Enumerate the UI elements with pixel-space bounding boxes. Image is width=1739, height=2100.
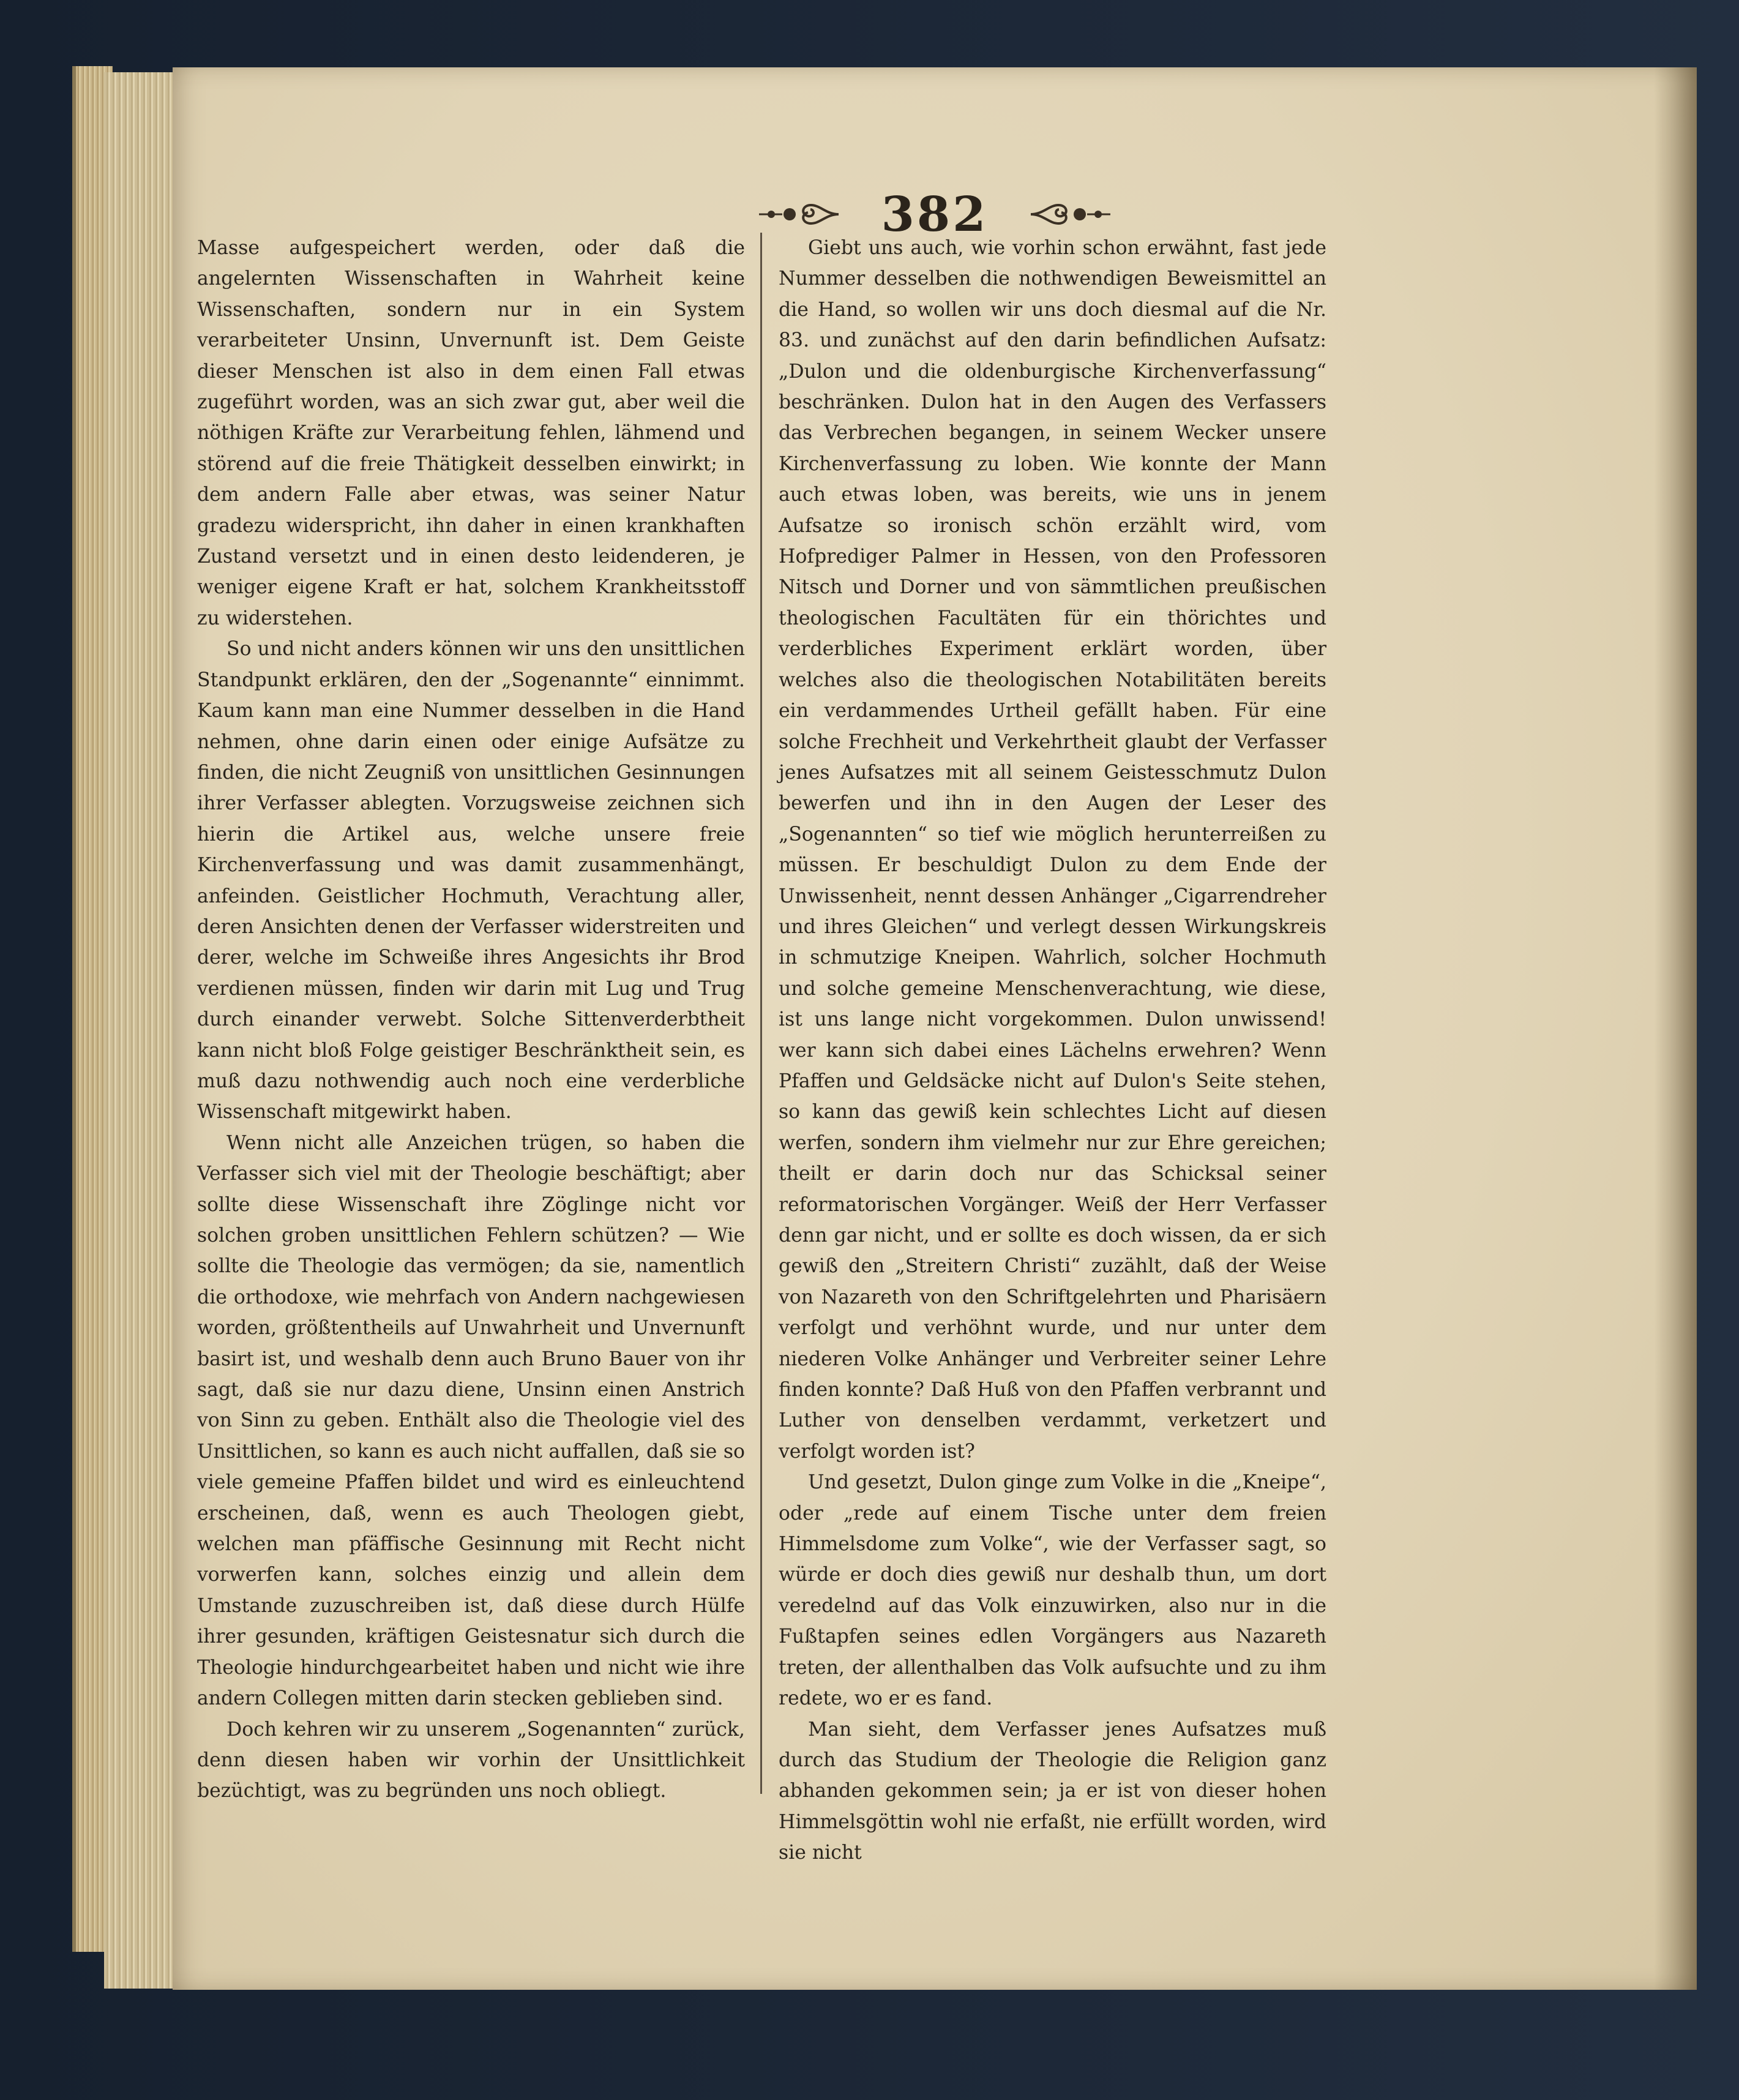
right-column [779, 233, 1326, 1869]
paragraph: Und gesetzt, Dulon ginge zum Volke in die „Kneipe“, oder „rede auf einem Tische unter dem freien Himmelsdome zum Volke“, wie der Verfasser sagt, so würde er doch dies gewiß nur deshalb thun, um dort veredelnd auf das Volk einzuwirken, also nur in die Fußtapfen seines edlen Vorgängers aus Nazareth treten, der allenthalben das Volk aufsuchte und zu ihm redete, wo er es fand. [779, 1471, 1326, 1710]
paragraph: Doch kehren wir zu unserem „Sogenannten“ zurück, denn diesen haben wir vorhin der Unsittlichkeit bezüchtigt, was zu begründen uns noch obliegt. [197, 1718, 745, 1802]
paragraph: Giebt uns auch, wie vorhin schon erwähnt, fast jede Nummer desselben die nothwendigen Beweismittel an die Hand, so wollen wir uns doch diesmal auf die Nr. 83. und zunächst auf den darin befindlichen Aufsatz: „Dulon und die oldenburgische Kirchenverfassung“ beschränken. Dulon hat in den Augen des Verfassers das Verbrechen begangen, in seinem Wecker unsere Kirchenverfassung zu loben. Wie konnte der Mann auch etwas loben, was bereits, wie uns in jenem Aufsatze so ironisch schön erzählt wird, vom Hofprediger Palmer in Hessen, von den Professoren Nitsch und Dorner und von sämmtlichen preußischen theologischen Facultäten für ein thörichtes und verderbliches Experiment erklärt worden, über welches also die theologischen Notabilitäten bereits ein verdammendes Urtheil gefällt haben. Für eine solche Frechheit und Verkehrtheit glaubt der Verfasser jenes Aufsatzes mit all seinem Geistesschmutz Dulon bewerfen und ihn in den Augen der Leser des „Sogenannten“ so tief wie möglich herunterreißen zu müssen. Er beschuldigt Dulon zu dem Ende der Unwissenheit, nennt dessen Anhänger „Cigarrendreher und ihres Gleichen“ und verlegt dessen Wirkungskreis in schmutzige Kneipen. Wahrlich, solcher Hochmuth und solche gemeine Menschenverachtung, wie diese, ist uns lange nicht vorgekommen. Dulon unwissend! wer kann sich dabei eines Lächelns erwehren? Wenn Pfaffen und Geldsäcke nicht auf Dulon's Seite stehen, so kann das gewiß kein schlechtes Licht auf diesen werfen, sondern ihm vielmehr nur zur Ehre gereichen; theilt er darin doch nur das Schicksal seiner reformatorischen Vorgänger. Weiß der Herr Verfasser denn gar nicht, und er sollte es doch wissen, da er sich gewiß den „Streitern Christi“ zuzählt, daß der Weise von Nazareth von den Schriftgelehrten und Pharisäern verfolgt und verhöhnt wurde, und nur unter dem niederen Volke Anhänger und Verbreiter seiner Lehre finden konnte? Daß Huß von den Pfaffen verbrannt und Luther von denselben verdammt, verketzert und verfolgt worden ist? [779, 237, 1326, 1463]
left-flourish-icon [753, 193, 845, 236]
paragraph: Man sieht, dem Verfasser jenes Aufsatzes muß durch das Studium der Theologie die Religion ganz abhanden gekommen sein; ja er ist von dieser hohen Himmelsgöttin wohl nie erfaßt, nie erfüllt worden, wird sie nicht [779, 1718, 1326, 1864]
paragraph: Wenn nicht alle Anzeichen trügen, so haben die Verfasser sich viel mit der Theologie beschäftigt; aber sollte diese Wissenschaft ihre Zöglinge nicht vor solchen groben unsittlichen Fehlern schützen? — Wie sollte die Theologie das vermögen; da sie, namentlich die orthodoxe, wie mehrfach von Andern nachgewiesen worden, größtentheils auf Unwahrheit und Unvernunft basirt ist, und weshalb denn auch Bruno Bauer von ihr sagt, daß sie nur dazu diene, Unsinn einen Anstrich von Sinn zu geben. Enthält also die Theologie viel des Unsittlichen, so kann es auch nicht auffallen, daß sie so viele gemeine Pfaffen bildet und wird es einleuchtend erscheinen, daß, wenn es auch Theologen giebt, welchen man pfäffische Gesinnung mit Recht nicht vorwerfen kann, solches einzig und allein dem Umstande zuzuschreiben ist, daß diese durch Hülfe ihrer gesunden, kräftigen Geistesnatur sich durch die Theologie hindurchgearbeitet haben und nicht wie ihre andern Collegen mitten darin stecken geblieben sind. [197, 1131, 745, 1710]
left-column [197, 233, 745, 1807]
right-flourish-icon [1025, 193, 1116, 236]
page-number: 382 [881, 186, 989, 242]
paragraph: Masse aufgespeichert werden, oder daß die angelernten Wissenschaften in Wahrheit keine Wissenschaften, sondern nur in ein System verarbeiteter Unsinn, Unvernunft ist. Dem Geiste dieser Menschen ist also in dem einen Fall etwas zugeführt worden, was an sich zwar gut, aber weil die nöthigen Kräfte zur Verarbeitung fehlen, lähmend und störend auf die freie Thätigkeit desselben einwirkt; in dem andern Falle aber etwas, was seiner Natur gradezu widerspricht, ihn daher in einen krankhaften Zustand versetzt und in einen desto leidenderen, je weniger eigene Kraft er hat, solchem Krankheitsstoff zu widerstehen. [197, 237, 745, 629]
page-gutter [1654, 67, 1697, 1990]
page-stack [104, 72, 178, 1989]
paragraph: So und nicht anders können wir uns den unsittlichen Standpunkt erklären, den der „Sogenannte“ einnimmt. Kaum kann man eine Nummer desselben in die Hand nehmen, ohne darin einen oder einige Aufsätze zu finden, die nicht Zeugniß von unsittlichen Gesinnungen ihrer Verfasser ablegten. Vorzugsweise zeichnen sich hierin die Artikel aus, welche unsere freie Kirchenverfassung und was damit zusammenhängt, anfeinden. Geistlicher Hochmuth, Verachtung aller, deren Ansichten denen der Verfasser widerstreiten und derer, welche im Schweiße ihres Angesichts ihr Brod verdienen müssen, finden wir darin mit Lug und Trug durch einander verwebt. Solche Sittenverderbtheit kann nicht bloß Folge geistiger Beschränktheit sein, es muß dazu nothwendig auch noch eine verderbliche Wissenschaft mitgewirkt haben. [197, 638, 745, 1123]
column-divider [760, 233, 762, 1794]
